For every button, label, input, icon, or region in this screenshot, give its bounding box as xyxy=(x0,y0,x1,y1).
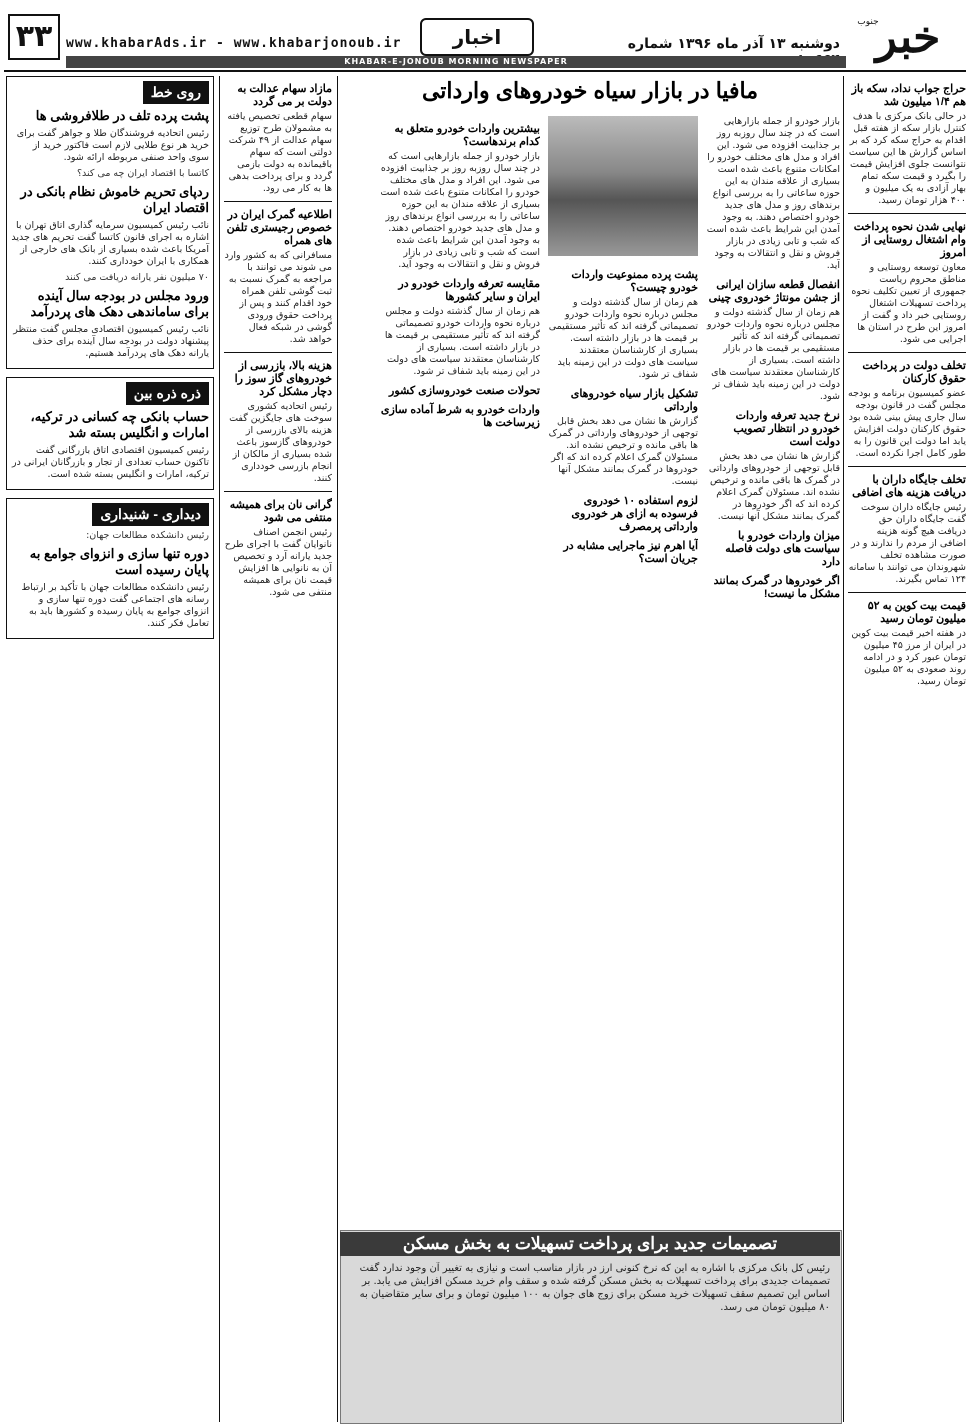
column-divider xyxy=(337,76,338,1422)
body-para: بازار خودرو از جمله بازارهایی است که در چند سال روزبه روز بر جذابیت افزوده می شود. این افراد و مدل های مختلف خودرو را امکانات متنوع باعث شده است بسیاری از علاقه مندان به این حوزه ساعاتی را به بررسی انواع برندهای روز و مدل های جدید خودرو اختصاص دهند. به وجود آمدن این شرایط باعث شده است که شب و تابی زیادی در بازار فروش و نقل و انتقالات به وجود آید. xyxy=(380,151,540,270)
box-story-title[interactable]: ردپای تحریم خاموش نظام بانکی در اقتصاد ایران xyxy=(20,184,209,215)
brief-4 xyxy=(848,473,966,586)
brief-title[interactable]: قیمت بیت کوین به ۵۲ میلیون تومان رسید xyxy=(867,600,966,625)
paper-name-latin: KHABAR-E-JONOUB MORNING NEWSPAPER xyxy=(66,56,846,68)
box-story-title[interactable]: دوره تنها سازی و انزوای جوامع به پایان رسیده است xyxy=(29,546,209,577)
box-story-text: نائب رئیس کمیسیون سرمایه گذاری اتاق تهران با اشاره به اجرای قانون کاتسا گفت تحریم های جدید آمریکا باعث شده بسیاری از بانک های خارجی از همکاری با ایران خودداری کنند. xyxy=(11,220,209,267)
right-column xyxy=(848,76,966,1422)
story-3 xyxy=(224,359,332,485)
body-para: گزارش ها نشان می دهد بخش قابل توجهی از خودروهای وارداتی در گمرک ها باقی مانده و ترخیص نشده اند. مسئولان گمرک اعلام کرده اند که اگر خودروها در گمرک بمانند مشکل آنها نیست. xyxy=(548,416,698,487)
story-1 xyxy=(224,82,332,195)
story-title[interactable]: اطلاعیه گمرک ایران در خصوص رجیستری تلفن های همراه xyxy=(226,209,332,247)
website-url[interactable]: www.khabarAds.ir - www.khabarjonoub.ir xyxy=(66,36,402,51)
main-subhead: واردات خودرو به شرط آماده سازی زیرساخت ها xyxy=(380,404,540,429)
body-para: هم زمان از سال گذشته دولت و مجلس درباره نحوه واردات خودرو تصمیماتی گرفته اند که تأثیر مستقیمی بر قیمت ها در بازار داشته است. بسیاری از کارشناسان معتقدند سیاست های دولت در این زمینه باید شفاف تر شود. xyxy=(707,307,840,402)
story-title[interactable]: گرانی نان برای همیشه منتفی می شود xyxy=(229,499,332,524)
left-column xyxy=(6,76,214,1422)
housing-loans-text: رئیس کل بانک مرکزی با اشاره به این که نرخ کنونی ارز در بازار مناسب است و نیازی به تغییر آن وجود ندارد گفت تصمیمات جدیدی برای پرداخت تسهیلات به بخش مسکن گرفته شده و سقف وام خرید مسکن افزایش می یابد. بر اساس این تصمیم سقف تسهیلات خرید مسکن برای زوج های جوان به ۱۰۰ میلیون تومان و برای سایر متقاضیان به ۸۰ میلیون تومان می رسد. xyxy=(359,1263,830,1313)
center-column xyxy=(224,76,332,1422)
box-label: روی خط xyxy=(143,81,209,104)
logo-sub: جنوب xyxy=(857,17,879,27)
brief-title[interactable]: حراج جواب نداد، سکه باز هم ۱/۴ میلیون شد xyxy=(851,83,966,108)
column-divider xyxy=(843,76,844,1422)
box-kicker: کاتسا با اقتصاد ایران چه می کند؟ xyxy=(76,168,209,179)
logo-wordmark: خبر xyxy=(875,12,941,63)
box-story-title[interactable]: ورود مجلس در بودجه سال آینده برای ساماندهی دهک های پردرآمد xyxy=(30,288,209,319)
story-title[interactable]: مازاد سهام عدالت به دولت بر می گردد xyxy=(237,83,332,108)
story-2 xyxy=(224,208,332,346)
housing-loans-title[interactable]: تصمیمات جدید برای پرداخت تسهیلات به بخش مسکن xyxy=(340,1232,840,1256)
brief-title[interactable]: نهایی شدن نحوه پرداخت وام اشتغال روستایی از امروز xyxy=(853,221,966,259)
issue-dateline: دوشنبه ۱۳ آذر ماه ۱۳۹۶ شماره xyxy=(627,36,840,52)
body-para: گزارش ها نشان می دهد بخش قابل توجهی از خودروهای وارداتی در گمرک ها باقی مانده و ترخیص نشده اند. مسئولان گمرک اعلام کرده اند که اگر خودروها در گمرک بمانند مشکل آنها نیست. xyxy=(708,451,840,522)
main-subhead: آیا اهرم نیز ماجرایی مشابه در جریان است؟ xyxy=(563,540,698,565)
story-4 xyxy=(224,498,332,599)
main-subhead: مقایسه تعرفه واردات خودرو در ایران و سایر کشورها xyxy=(398,278,540,303)
header-rule xyxy=(4,70,966,72)
main-subhead: میزان واردات خودرو با سیاست های دولت فاصله دارد xyxy=(725,530,840,568)
main-col-2 xyxy=(548,262,698,1216)
box-story-text: رئیس کمیسیون اقتصادی اتاق بازرگانی گفت تاکنون حساب تعدادی از تجار و بازرگانان ایرانی در ترکیه، امارات و انگلیس بسته شده است. xyxy=(12,445,209,480)
brief-text: رئیس جایگاه داران سوخت گفت جایگاه داران حق دریافت هیچ گونه هزینه اضافی از مردم را ندارند و در صورت مشاهده تخلف شهروندان می توانند با سامانه ۱۲۴ تماس بگیرند. xyxy=(848,502,966,585)
main-subhead: نرخ جدید تعرفه واردات خودرو در انتظار تصویب دولت است xyxy=(733,410,840,448)
story-text: رئیس انجمن اصناف نانوایان گفت با اجرای طرح جدید یارانه آرد و تخصیص آن به نانوایی ها افزایش قیمت نان برای همیشه منتفی می شود. xyxy=(224,527,332,598)
story-title[interactable]: هزینه بالا، بازرسی از خودروهای گاز سوز را دچار مشکل کرد xyxy=(234,360,332,398)
body-para: هم زمان از سال گذشته دولت و مجلس درباره نحوه واردات خودرو تصمیماتی گرفته اند که تأثیر مستقیمی بر قیمت ها در بازار داشته است. بسیاری از کارشناسان معتقدند سیاست های دولت در این زمینه باید شفاف تر شود. xyxy=(384,306,540,377)
body-para: هم زمان از سال گذشته دولت و مجلس درباره نحوه واردات خودرو تصمیماتی گرفته اند که تأثیر مستقیمی بر قیمت ها در بازار داشته است. بسیاری از کارشناسان معتقدند سیاست های دولت در این زمینه باید شفاف تر شود. xyxy=(548,297,698,380)
main-subhead: تشکیل بازار سیاه خودروهای وارداتی xyxy=(570,388,698,413)
audiovisual-box xyxy=(6,498,214,639)
main-headline[interactable]: مافیا در بازار سیاه خودروهای وارداتی xyxy=(421,78,759,103)
brief-text: در حالی بانک مرکزی با هدف کنترل بازار سکه از هفته قبل اقدام به حراج سکه کرد که بر اساس گزارش ها این سیاست نتوانست جلوی افزایش قیمت را بگیرد و قیمت سکه تمام بهار آزادی به یک میلیون و ۴۰۰ هزار تومان رسید. xyxy=(848,111,966,206)
box-kicker: رئیس دانشکده مطالعات جهان: xyxy=(86,530,209,541)
brief-text: عضو کمیسیون برنامه و بودجه مجلس گفت در قانون بودجه سال جاری پیش بینی شده بود حقوق کارکنان دولت افزایش یابد اما دولت این قانون را به طور کامل اجرا نکرده است. xyxy=(848,388,966,459)
story-text: رئیس اتحادیه کشوری سوخت های جایگزین گفت هزینه بالای بازرسی از خودروهای گازسوز باعث شده بسیاری از مالکان از انجام بازرسی خودداری کنند. xyxy=(229,401,332,484)
story-text: سهام قطعی تخصیص یافته به مشمولان طرح توزیع سهام عدالت از ۴۹ شرکت دولتی است که سهام باقیمانده به دولت بازمی گردد و برای پرداخت بدهی ها به کار می رود. xyxy=(227,111,332,194)
magnifier-box xyxy=(6,377,214,490)
brief-text: معاون توسعه روستایی و مناطق محروم ریاست جمهوری از تعیین تکلیف نحوه پرداخت تسهیلات اشتغال روستایی خبر داد و گفت از امروز این طرح در استان ها اجرایی می شود. xyxy=(851,262,966,345)
box-story-title[interactable]: حساب بانکی چه کسانی در ترکیه، امارات و انگلیس بسته شد xyxy=(30,409,209,440)
on-the-line-box xyxy=(6,76,214,369)
main-subhead: اگر خودروها در گمرک بمانند مشکل ما نیست! xyxy=(713,575,840,600)
box-story-text: رئیس اتحادیه فروشندگان طلا و جواهر گفت برای خرید هر نوع طلایی لازم است فاکتور خرید از سوی واحد صنفی مربوطه ارائه شود. xyxy=(16,128,209,163)
newspaper-logo xyxy=(848,4,966,66)
main-subhead: پشت پرده ممنوعیت واردات خودرو چیست؟ xyxy=(571,269,698,294)
main-story xyxy=(340,76,840,1226)
column-divider xyxy=(219,76,220,1422)
main-subhead: تحولات صنعت خودروسازی کشور xyxy=(389,385,540,397)
main-col-1 xyxy=(706,116,840,1216)
brief-3 xyxy=(848,359,966,460)
box-story-title[interactable]: پشت پرده تلف در طلافروشی ها xyxy=(35,108,209,123)
brief-text: در هفته اخیر قیمت بیت کوین در ایران از مرز ۴۵ میلیون تومان عبور کرد و در ادامه روند صعودی به ۵۲ میلیون تومان رسید. xyxy=(851,628,966,687)
cars-photo xyxy=(548,116,698,256)
box-story-text: رئیس دانشکده مطالعات جهان با تأکید بر ارتباط رسانه های اجتماعی گفت دوره تنها سازی و انزوای جوامع به پایان رسیده و کشورها باید به تعامل فکر کنند. xyxy=(21,582,209,629)
box-label: دیداری - شنیداری xyxy=(92,503,209,526)
brief-5 xyxy=(848,599,966,688)
main-subhead: انفصال قطعه سازان ایرانی از جشن مونتاژ خودروی چینی xyxy=(708,279,840,304)
box-story-text: نائب رئیس کمیسیون اقتصادی مجلس گفت منتظر پیشنهاد دولت در بودجه سال آینده برای حذف یارانه دهک های پردرآمد هستیم. xyxy=(13,324,209,359)
page-number: ۳۳ xyxy=(8,14,60,60)
body-para: بازار خودرو از جمله بازارهایی است که در چند سال روزبه روز بر جذابیت افزوده می شود. این افراد و مدل های مختلف خودرو را امکانات متنوع باعث شده است بسیاری از علاقه مندان به این حوزه ساعاتی را به بررسی انواع برندهای روز و مدل های جدید خودرو اختصاص دهند. به وجود آمدن این شرایط باعث شده است که شب و تابی زیادی در بازار فروش و نقل و انتقالات به وجود آید. xyxy=(706,116,840,271)
main-subhead: بیشترین واردات خودرو متعلق به کدام برندهاست؟ xyxy=(394,123,540,148)
masthead xyxy=(0,0,970,70)
brief-title[interactable]: تخلف جایگاه داران با دریافت هزینه های اضافی xyxy=(852,474,966,499)
box-label: ذره ذره بین xyxy=(126,382,209,405)
section-label: اخبار xyxy=(420,18,534,56)
brief-1 xyxy=(848,82,966,207)
box-kicker: ۷۰ میلیون نفر یارانه دریافت می کنند xyxy=(65,272,209,283)
brief-title[interactable]: تخلف دولت در پرداخت حقوق کارکنان xyxy=(862,360,966,385)
main-subhead: لزوم استفاده ۱۰ خودروی فرسوده به ازای هر خودروی وارداتی پرمصرف xyxy=(571,495,698,533)
story-text: مسافرانی که به کشور وارد می شوند می توانند با مراجعه به گمرک نسبت به ثبت گوشی تلفن همراه خود اقدام کنند و پس از پرداخت حقوق ورودی گوشی در شبکه فعال خواهد شد. xyxy=(224,250,332,345)
main-col-3 xyxy=(380,116,540,1216)
brief-2 xyxy=(848,220,966,346)
